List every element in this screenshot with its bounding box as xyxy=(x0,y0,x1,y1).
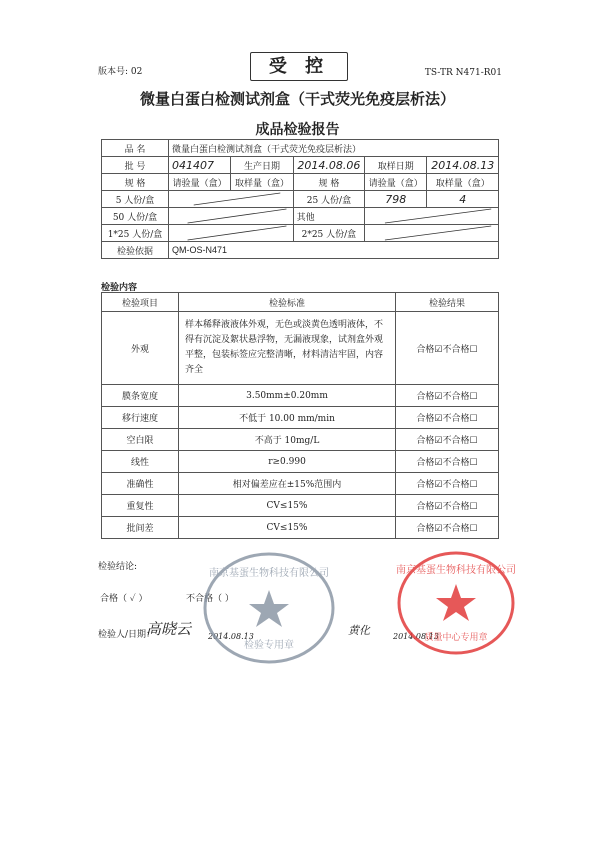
item-cell: 准确性 xyxy=(102,473,179,495)
basis-label: 检验依据 xyxy=(102,242,169,259)
standard-cell: 不高于 10mg/L xyxy=(179,429,396,451)
request-qty-label: 请验量（盒） xyxy=(169,174,231,191)
inspector-signature: 高晓云 xyxy=(146,620,192,638)
spec-1x25: 1*25 人份/盒 xyxy=(102,225,169,242)
table-row xyxy=(102,385,499,407)
standard-cell: CV≤15% xyxy=(179,517,396,539)
seal2-text: 南京基蛋生物科技有限公司 xyxy=(396,565,516,576)
prod-date-label: 生产日期 xyxy=(231,157,293,174)
table-row xyxy=(102,451,499,473)
seal1-sub: 检验专用章 xyxy=(244,640,294,651)
version-number: 版本号: 02 xyxy=(98,67,143,77)
item-cell: 空白限 xyxy=(102,429,179,451)
product-info-table xyxy=(101,139,499,259)
standard-cell: r≥0.990 xyxy=(179,451,396,473)
col-standard-header: 检验标准 xyxy=(179,293,396,312)
item-cell: 线性 xyxy=(102,451,179,473)
standard-cell: 3.50mm±0.20mm xyxy=(179,385,396,407)
spec-50: 50 人份/盒 xyxy=(102,208,169,225)
inspector-date: 2014.08.13 xyxy=(208,632,254,641)
sample-date-label: 取样日期 xyxy=(365,157,427,174)
controlled-stamp: 受 控 xyxy=(250,52,348,81)
result-cell: 合格☑不合格☐ xyxy=(396,473,499,495)
document-title: 微量白蛋白检测试剂盒（干式荧光免疫层析法） xyxy=(139,90,455,108)
table-row xyxy=(102,517,499,539)
fail-mark: 不合格（ ） xyxy=(186,594,234,604)
prod-date-value: 2014.08.06 xyxy=(293,157,364,174)
inspector-label: 检验人/日期： xyxy=(98,630,156,640)
col-result-header: 检验结果 xyxy=(396,293,499,312)
result-cell: 合格☑不合格☐ xyxy=(396,517,499,539)
item-cell: 批间差 xyxy=(102,517,179,539)
table-row xyxy=(102,407,499,429)
batch-label: 批 号 xyxy=(102,157,169,174)
standard-cell: 不低于 10.00 mm/min xyxy=(179,407,396,429)
product-value: 微量白蛋白检测试剂盒（干式荧光免疫层析法） xyxy=(169,140,499,157)
standard-cell: 样本稀释液液体外观，无色或淡黄色透明液体，不得有沉淀及絮状悬浮物，无漏液现象，试剂盒外观平整，包装标签应完整清晰，材料清洁牢固，内容齐全 xyxy=(179,312,396,385)
table-row xyxy=(102,495,499,517)
result-cell: 合格☑不合格☐ xyxy=(396,451,499,473)
spec-5: 5 人份/盒 xyxy=(102,191,169,208)
strike-line xyxy=(365,225,498,241)
spec-2x25: 2*25 人份/盒 xyxy=(293,225,364,242)
sample-qty-label: 取样量（盒） xyxy=(231,174,293,191)
spec-25: 25 人份/盒 xyxy=(293,191,364,208)
batch-value: 041407 xyxy=(169,157,231,174)
item-cell: 重复性 xyxy=(102,495,179,517)
strike-cell xyxy=(169,191,294,208)
strike-cell xyxy=(169,208,294,225)
document-subtitle: 成品检验报告 xyxy=(255,122,340,138)
spec-label: 规 格 xyxy=(102,174,169,191)
spec-label-2: 规 格 xyxy=(293,174,364,191)
results-table xyxy=(101,292,499,539)
result-cell: 合格☑不合格☐ xyxy=(396,407,499,429)
strike-line xyxy=(169,225,293,241)
spec-25-request: 798 xyxy=(365,191,427,208)
section-label: 检验内容 xyxy=(101,283,138,293)
basis-value: QM-OS-N471 xyxy=(169,242,499,259)
reviewer-date: 2014.08.13 xyxy=(393,632,439,641)
conclusion-label: 检验结论: xyxy=(98,562,138,572)
result-cell: 合格☑不合格☐ xyxy=(396,312,499,385)
pass-mark: 合格（ ✓ ） xyxy=(100,594,148,604)
request-qty-label-2: 请验量（盒） xyxy=(365,174,427,191)
standard-cell: CV≤15% xyxy=(179,495,396,517)
strike-line xyxy=(169,208,293,224)
sample-qty-label-2: 取样量（盒） xyxy=(427,174,499,191)
item-cell: 移行速度 xyxy=(102,407,179,429)
table-row xyxy=(102,312,499,385)
document-code: TS-TR N471-R01 xyxy=(424,68,502,78)
result-cell: 合格☑不合格☐ xyxy=(396,495,499,517)
strike-line xyxy=(365,208,498,224)
strike-cell xyxy=(365,208,499,225)
seal2-sub: 质量中心专用章 xyxy=(424,633,488,643)
col-item-header: 检验项目 xyxy=(102,293,179,312)
quality-seal xyxy=(395,548,517,658)
seal1-text: 南京基蛋生物科技有限公司 xyxy=(209,568,329,579)
table-row xyxy=(102,429,499,451)
spec-other: 其他 xyxy=(293,208,364,225)
item-cell: 膜条宽度 xyxy=(102,385,179,407)
inspection-seal xyxy=(199,548,339,668)
strike-cell xyxy=(169,225,294,242)
sample-date-value: 2014.08.13 xyxy=(427,157,499,174)
table-row xyxy=(102,473,499,495)
strike-line xyxy=(169,191,293,207)
result-cell: 合格☑不合格☐ xyxy=(396,429,499,451)
standard-cell: 相对偏差应在±15%范围内 xyxy=(179,473,396,495)
reviewer-signature: 黄化 xyxy=(348,624,370,637)
product-label: 品 名 xyxy=(102,140,169,157)
spec-25-sample: 4 xyxy=(427,191,499,208)
item-cell: 外观 xyxy=(102,312,179,385)
strike-cell xyxy=(365,225,499,242)
result-cell: 合格☑不合格☐ xyxy=(396,385,499,407)
